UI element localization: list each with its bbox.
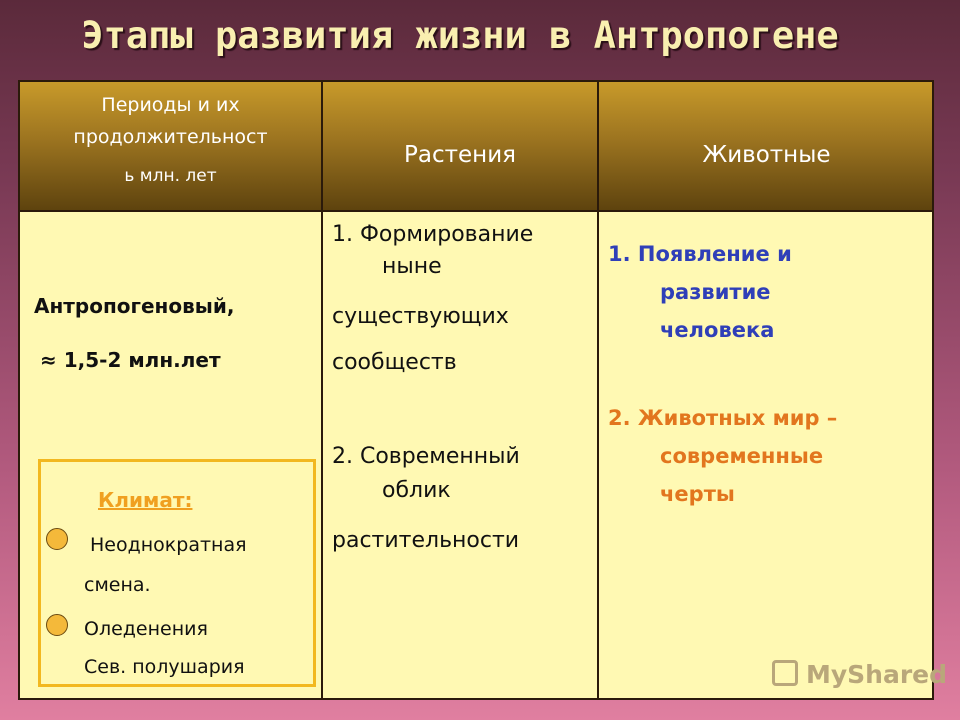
watermark-icon [772, 660, 798, 686]
circle-bullet-icon [46, 614, 68, 636]
watermark-logo: MyShared [806, 660, 948, 689]
period-duration: ≈ 1,5-2 млн.лет [40, 348, 221, 372]
animals-line2: развитие [660, 280, 771, 304]
plants-line3: существующих [332, 304, 509, 329]
animals-line3: человека [660, 318, 775, 342]
climate-title: Климат: [98, 488, 193, 512]
header-plants-label: Растения [404, 142, 516, 168]
header-period-line3: ь млн. лет [124, 166, 217, 186]
plants-line4: сообществ [332, 350, 457, 375]
animals-line4: 2. Животных мир – [608, 406, 838, 430]
slide-title: Этапы развития жизни в Антропогене [81, 14, 839, 57]
animals-line5: современные [660, 444, 824, 468]
header-period-line1: Периоды и их [101, 94, 240, 116]
header-period-line2: продолжительност [73, 126, 268, 148]
header-animals-label: Животные [702, 142, 831, 168]
plants-line5: 2. Современный [332, 444, 520, 469]
climate-text-line3: Оледенения [84, 618, 208, 640]
header-plants [323, 82, 597, 210]
climate-text-line2: смена. [84, 574, 151, 596]
plants-line1: 1. Формирование [332, 222, 534, 247]
header-period [20, 82, 321, 210]
climate-text-line1: Неоднократная [90, 534, 247, 556]
plants-line2: ныне [382, 254, 442, 279]
evolution-table [18, 80, 948, 700]
animals-line6: черты [660, 482, 735, 506]
plants-line6: облик [382, 478, 451, 503]
animals-line1: 1. Появление и [608, 242, 792, 266]
header-animals [599, 82, 934, 210]
plants-line7: растительности [332, 528, 520, 553]
period-name: Антропогеновый, [34, 294, 235, 318]
climate-text-line4: Сев. полушария [84, 656, 245, 678]
column-divider [597, 82, 599, 698]
circle-bullet-icon [46, 528, 68, 550]
column-divider [321, 82, 323, 698]
